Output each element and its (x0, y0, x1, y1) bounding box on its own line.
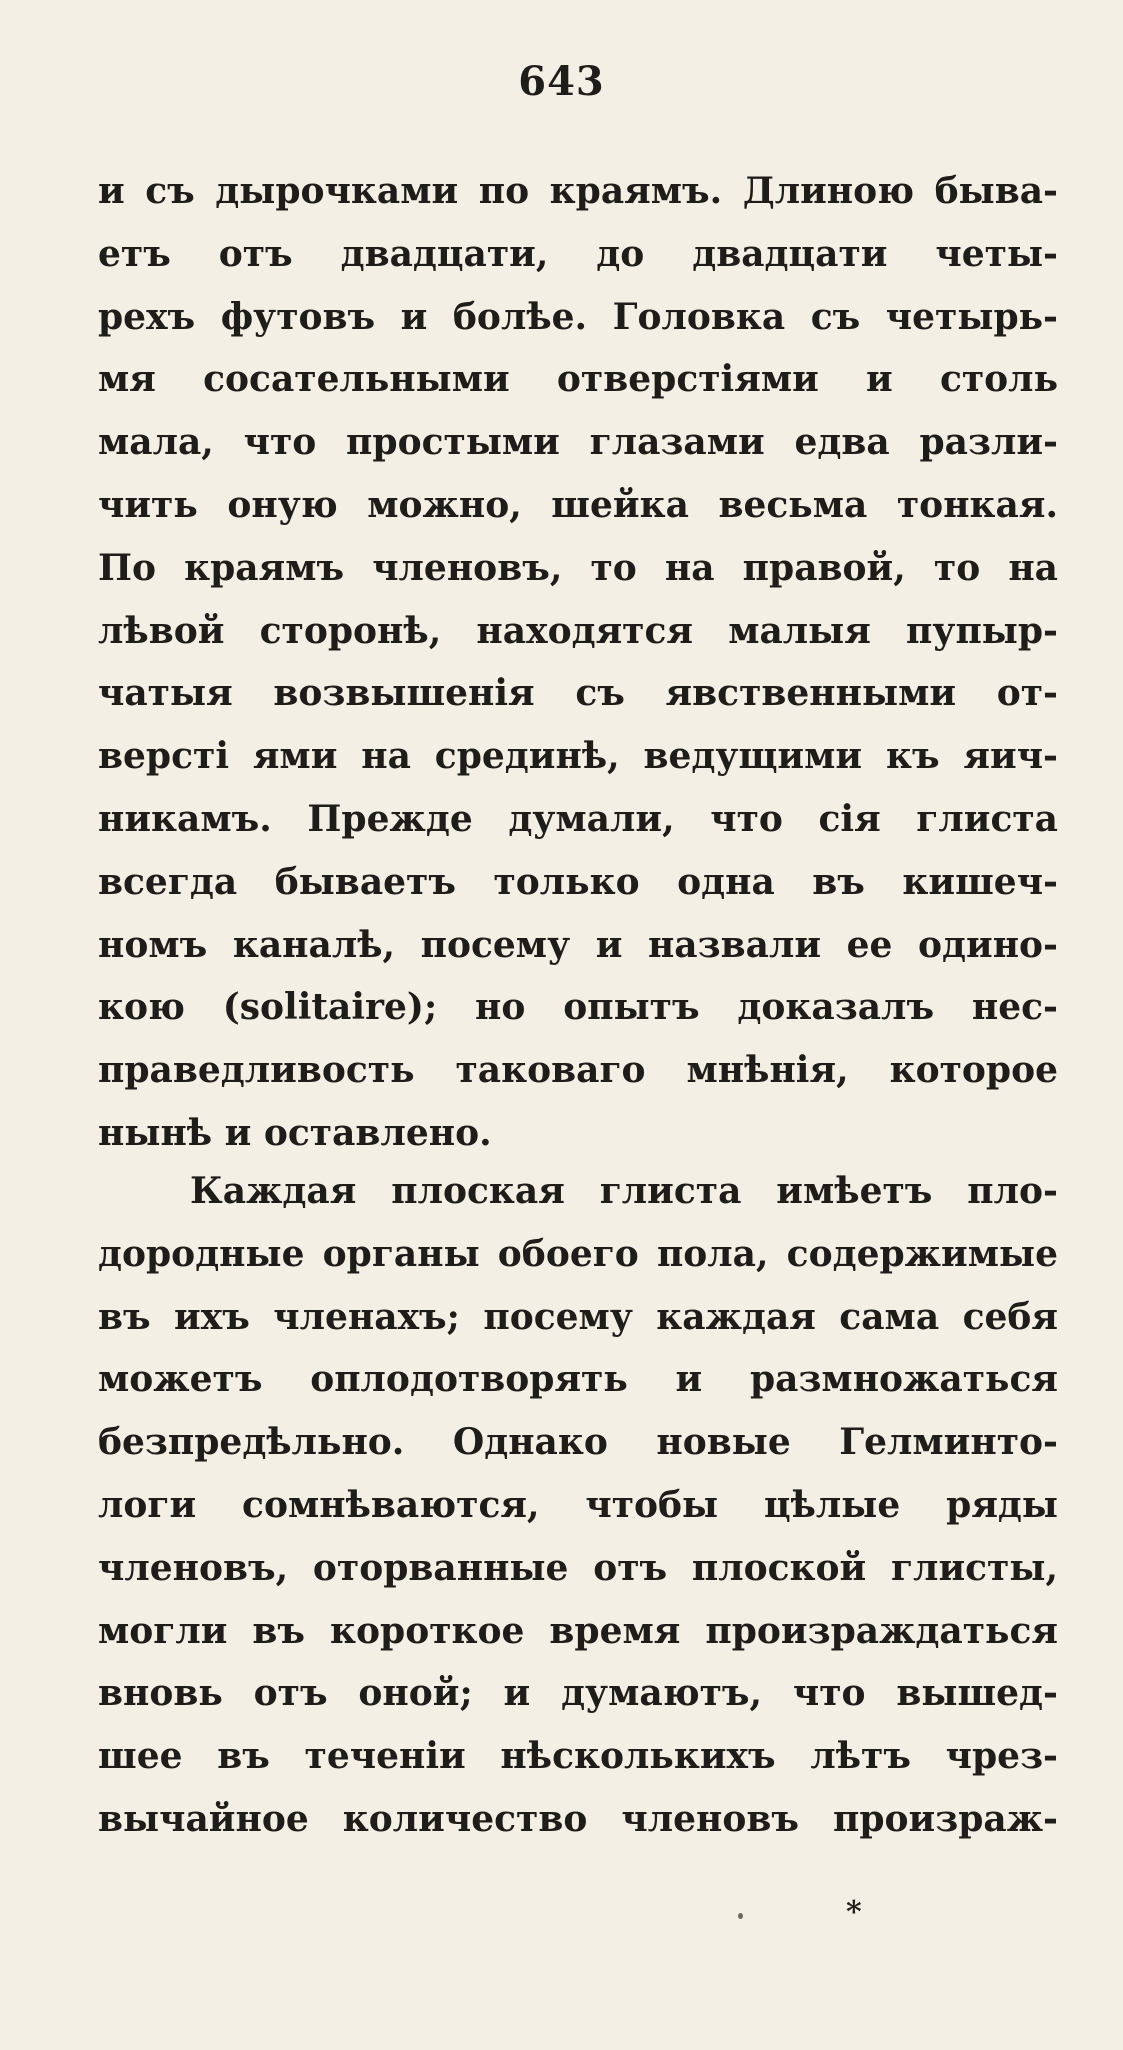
text-line: мя сосательными отверстіями и столь (98, 358, 1058, 401)
text-line: версті ями на срединѣ, ведущими къ яич- (98, 735, 1058, 778)
text-line: и съ дырочками по краямъ. Длиною быва- (98, 170, 1058, 212)
text-line: членовъ, оторванные отъ плоской глисты, (98, 1546, 1058, 1589)
page-number: 643 (518, 58, 605, 105)
paragraph-2 (98, 1160, 1058, 1851)
text-line: безпредѣльно. Однако новые Гелминто- (98, 1421, 1058, 1464)
text-line: праведливость таковаго мнѣнія, которое (98, 1049, 1058, 1092)
ink-speck (738, 1913, 743, 1919)
text-line: вычайное количество членовъ произраж- (98, 1797, 1058, 1840)
text-line: логи сомнѣваются, чтобы цѣлые ряды (98, 1483, 1058, 1526)
text-line: лѣвой сторонѣ, находятся малыя пупыр- (98, 609, 1058, 652)
text-line: По краямъ членовъ, то на правой, то на (98, 546, 1058, 589)
signature-mark: * (846, 1895, 862, 1930)
text-line: чатыя возвышенія съ явственными от- (98, 672, 1058, 715)
text-line: вновь отъ оной; и думаютъ, что вышед- (98, 1672, 1058, 1715)
text-line: чить оную можно, шейка весьма тонкая. (98, 483, 1058, 526)
text-line: могли въ короткое время произраждаться (98, 1609, 1058, 1652)
text-line: никамъ. Прежде думали, что сія глиста (98, 797, 1058, 840)
text-line: шее въ теченіи нѣсколькихъ лѣтъ чрез- (98, 1735, 1058, 1778)
text-line: можетъ оплодотворять и размножаться (98, 1358, 1058, 1401)
text-line: въ ихъ членахъ; посему каждая сама себя (98, 1295, 1058, 1338)
text-line: номъ каналѣ, посему и назвали ее одино- (98, 923, 1058, 966)
text-line: Каждая плоская глиста имѣетъ пло- (190, 1170, 1058, 1212)
text-line: всегда бываетъ только одна въ кишеч- (98, 860, 1058, 903)
text-line: нынѣ и оставлено. (98, 1111, 492, 1154)
text-line: етъ отъ двадцати, до двадцати четы- (98, 232, 1058, 275)
text-line: рехъ футовъ и болѣе. Головка съ четырь- (98, 295, 1058, 338)
text-line: дородные органы обоего пола, содержимые (98, 1232, 1058, 1275)
text-line: кою (solitaire); но опытъ доказалъ нес- (98, 986, 1058, 1029)
text-line: мала, что простыми глазами едва разли- (98, 421, 1058, 464)
paragraph-1 (98, 160, 1058, 1165)
